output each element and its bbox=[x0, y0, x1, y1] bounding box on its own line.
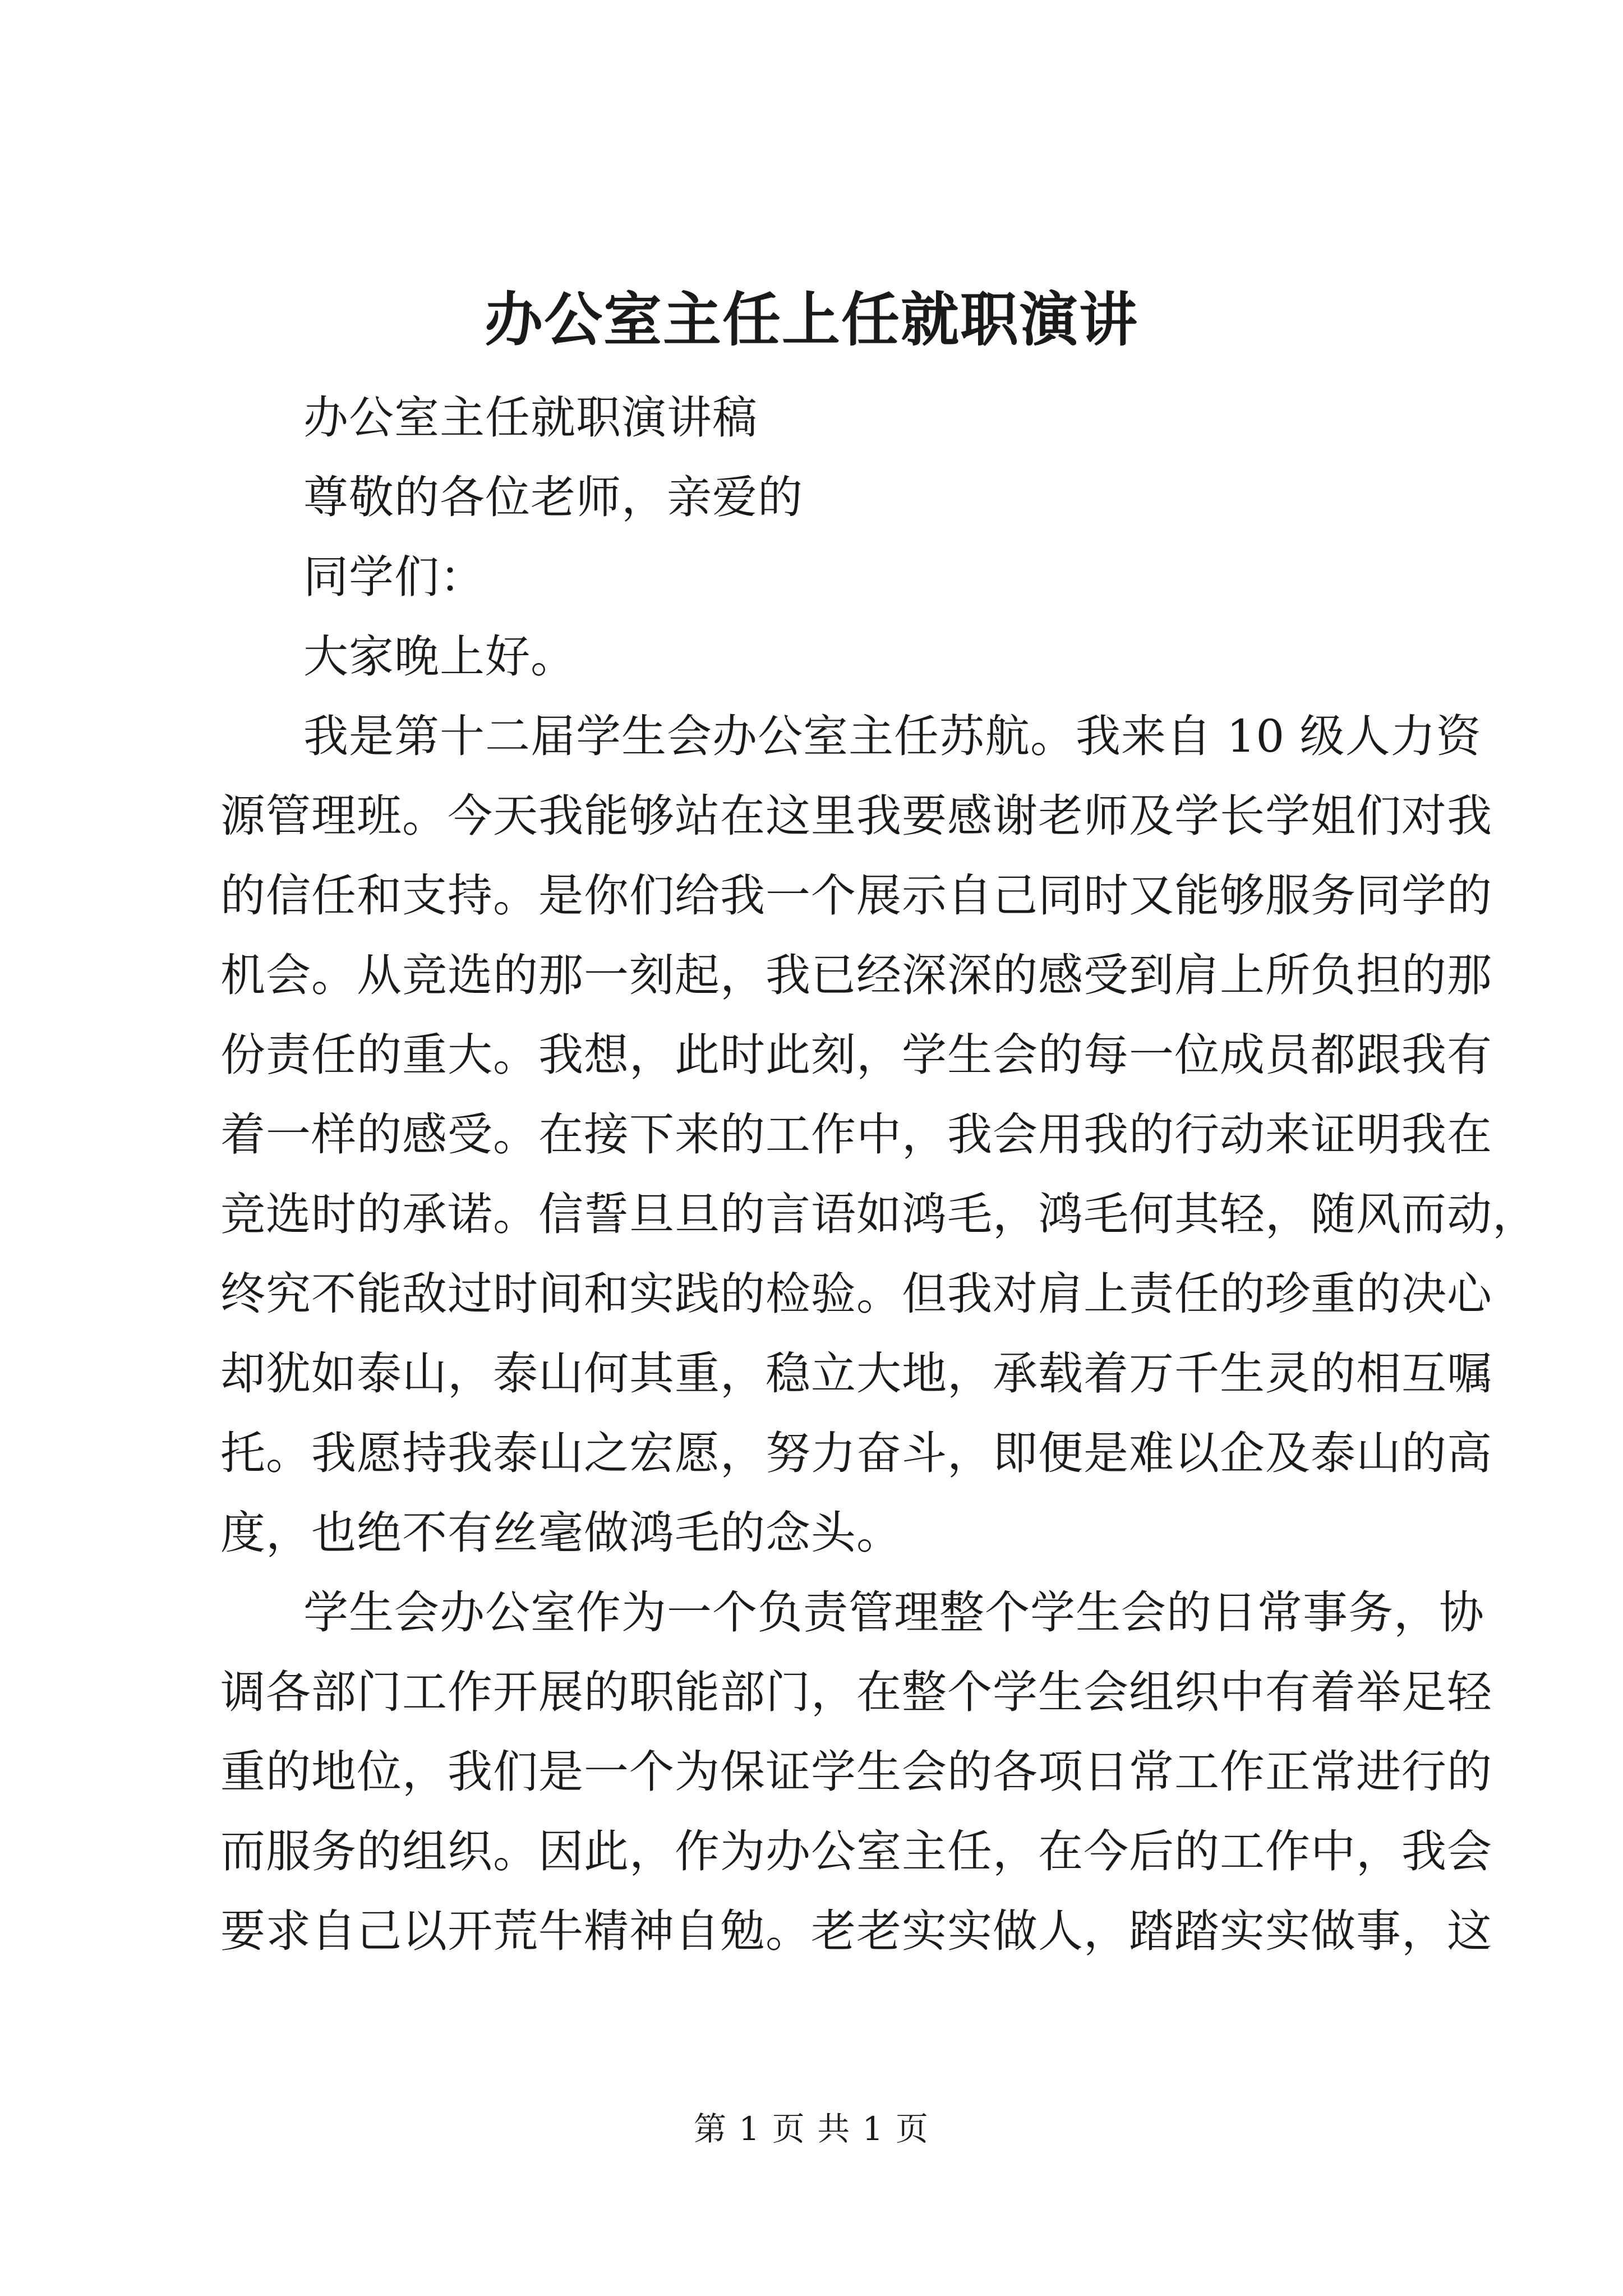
body-line: 学生会办公室作为一个负责管理整个学生会的日常事务，协 bbox=[303, 1586, 1484, 1639]
body-line: 度，也绝不有丝毫做鸿毛的念头。 bbox=[220, 1507, 902, 1559]
body-line: 大家晚上好。 bbox=[303, 631, 576, 683]
body-line: 的信任和支持。是你们给我一个展示自己同时又能够服务同学的 bbox=[220, 869, 1492, 922]
document-title: 办公室主任上任就职演讲 bbox=[484, 285, 1138, 354]
body-line: 而服务的组织。因此，作为办公室主任，在今后的工作中，我会 bbox=[220, 1825, 1492, 1878]
body-line: 重的地位，我们是一个为保证学生会的各项日常工作正常进行的 bbox=[220, 1746, 1492, 1798]
body-line: 竞选时的承诺。信誓旦旦的言语如鸿毛，鸿毛何其轻，随风而动， bbox=[220, 1188, 1538, 1240]
body-line: 同学们： bbox=[303, 551, 485, 603]
body-line: 机会。从竞选的那一刻起，我已经深深的感受到肩上所负担的那 bbox=[220, 949, 1492, 1001]
body-line: 要求自己以开荒牛精神自勉。老老实实做人，踏踏实实做事，这 bbox=[220, 1905, 1492, 1957]
body-line: 份责任的重大。我想，此时此刻，学生会的每一位成员都跟我有 bbox=[220, 1029, 1492, 1081]
body-line: 终究不能敌过时间和实践的检验。但我对肩上责任的珍重的决心 bbox=[220, 1268, 1492, 1320]
body-line: 我是第十二届学生会办公室主任苏航。我来自 10 级人力资 bbox=[303, 710, 1482, 762]
body-line: 调各部门工作开展的职能部门，在整个学生会组织中有着举足轻 bbox=[220, 1666, 1492, 1718]
body-line: 却犹如泰山，泰山何其重，稳立大地，承载着万千生灵的相互嘱 bbox=[220, 1347, 1492, 1400]
page-footer: 第 1 页 共 1 页 bbox=[694, 2110, 929, 2148]
body-line: 源管理班。今天我能够站在这里我要感谢老师及学长学姐们对我 bbox=[220, 790, 1492, 842]
document-body bbox=[220, 378, 1538, 1971]
body-line: 着一样的感受。在接下来的工作中，我会用我的行动来证明我在 bbox=[220, 1108, 1492, 1161]
body-line: 尊敬的各位老师，亲爱的 bbox=[303, 471, 803, 523]
body-line: 托。我愿持我泰山之宏愿，努力奋斗，即便是难以企及泰山的高 bbox=[220, 1427, 1492, 1479]
body-line: 办公室主任就职演讲稿 bbox=[303, 392, 758, 444]
